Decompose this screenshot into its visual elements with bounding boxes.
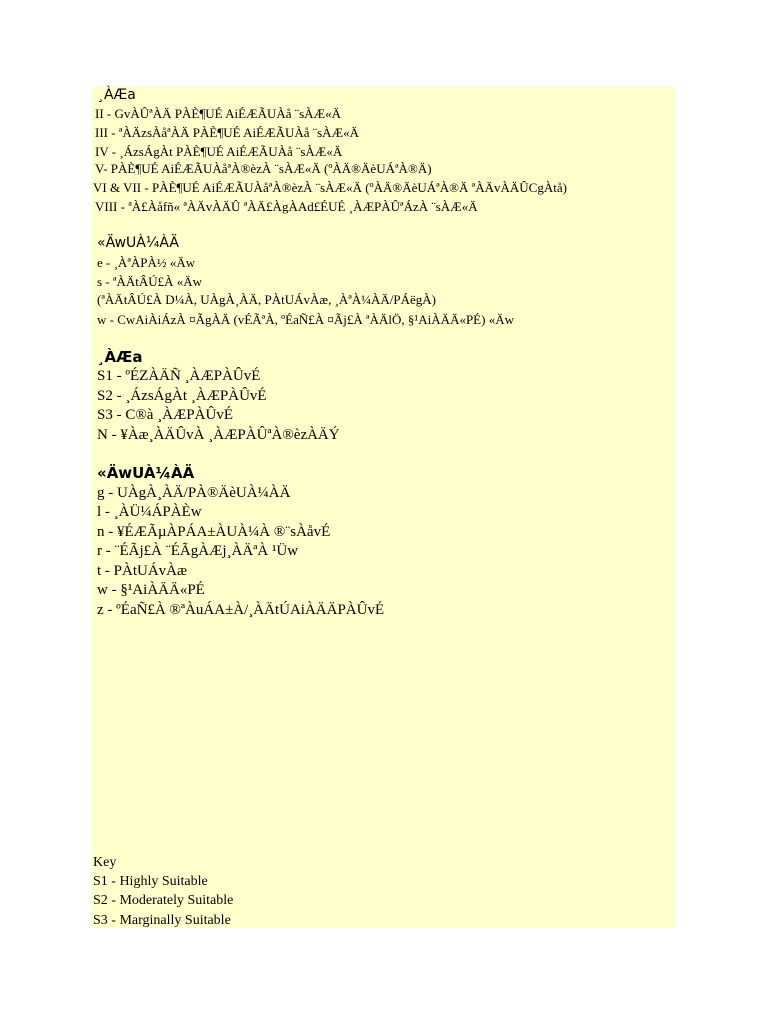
block3-line: N - ¥Àæ¸ÀÄÛvÀ ¸ÀÆPÀÛªÀ®èzÀÄÝ	[97, 427, 340, 443]
block2-line: s - ªÀÄtÂÚ£À «Äw	[97, 274, 203, 289]
block1-line: V- PÀÈ¶UÉ AiÉÆÃUÀåªÀ®èzÀ ¨sÀÆ«Ä (ºÀÄ®ÄèUÁªÀ®Ä)	[95, 161, 432, 176]
key-line: S1 - Highly Suitable	[93, 874, 208, 889]
block3-title: ¸ÀÆa	[97, 348, 143, 366]
block4-line: z - ºÉaÑ£À ®ªÀuÁA±À/¸ÀÄtÚAiÀÄÄPÀÛvÉ	[97, 602, 385, 618]
block1-line: III - ªÀÄzsÀåªÀÄ PÀÈ¶UÉ AiÉÆÃUÀå ¨sÀÆ«Ä	[95, 125, 359, 140]
block3-line: S3 - C®à ¸ÀÆPÀÛvÉ	[97, 407, 233, 423]
block3-line: S2 - ¸ÁzsÁgÀt ¸ÀÆPÀÛvÉ	[97, 388, 267, 404]
block2-line: (ªÀÄtÂÚ£À D¼À, UÀgÀ¸ÀÄ, PÀtUÁvÀæ, ¸ÀªÀ¼ÀÄ/PÁëgÀ)	[97, 292, 437, 307]
block4-title: «ÄwUÀ¼ÀÄ	[97, 464, 195, 482]
block4-line: g - UÀgÀ¸ÀÄ/PÀ®ÄèUÀ¼ÀÄ	[97, 485, 291, 501]
block4-line: w - §¹AiÀÄÄ«PÉ	[97, 582, 205, 598]
block1-line: VI & VII - PÀÈ¶UÉ AiÉÆÃUÀåªÀ®èzÀ ¨sÀÆ«Ä (ºÀÄ®ÄèUÁªÀ®Ä ªÀÄvÀÄÛCgÀtå)	[93, 180, 567, 195]
block1-line: VIII - ªÀ£Àåfñ« ªÀÄvÀÄÛ ªÀÄ£ÀgÀAd£ÉUÉ ¸ÀÆPÀÛªÁzÀ ¨sÀÆ«Ä	[95, 199, 478, 214]
block4-line: r - ¨ÉÃj£À ¨ÉÃgÀÆj¸ÀÄªÀ ¹Üw	[97, 543, 299, 559]
block2-line: w - CwAiÀiÁzÀ ¤ÃgÀÄ (vÉÃªÀ, ºÉaÑ£À ¤Ãj£À ªÀÄlÖ, §¹AiÀÄÄ«PÉ) «Äw	[97, 312, 514, 327]
block4-line: n - ¥ÉÆÃµÀPÁA±ÀUÀ¼À ®¨sÀåvÉ	[97, 524, 331, 540]
block1-title: ¸ÀÆa	[97, 87, 136, 103]
key-line: S3 - Marginally Suitable	[93, 913, 231, 928]
block3-line: S1 - ºÉZÀÄÑ ¸ÀÆPÀÛvÉ	[97, 368, 261, 384]
key-line: S2 - Moderately Suitable	[93, 893, 234, 908]
key-title: Key	[93, 855, 117, 870]
block4-line: t - PÀtUÁvÀæ	[97, 563, 188, 579]
block1-line: IV - ¸ÁzsÁgÀt PÀÈ¶UÉ AiÉÆÃUÀå ¨sÀÆ«Ä	[95, 144, 343, 159]
block1-line: II - GvÀÛªÀÄ PÀÈ¶UÉ AiÉÆÃUÀå ¨sÀÆ«Ä	[95, 106, 341, 121]
block4-line: l - ¸ÀÜ¼ÁPÀÈw	[97, 504, 202, 520]
block2-line: e - ¸ÀªÀPÀ½ «Äw	[97, 255, 196, 270]
block2-title: «ÄwUÀ¼ÀÄ	[97, 235, 179, 251]
